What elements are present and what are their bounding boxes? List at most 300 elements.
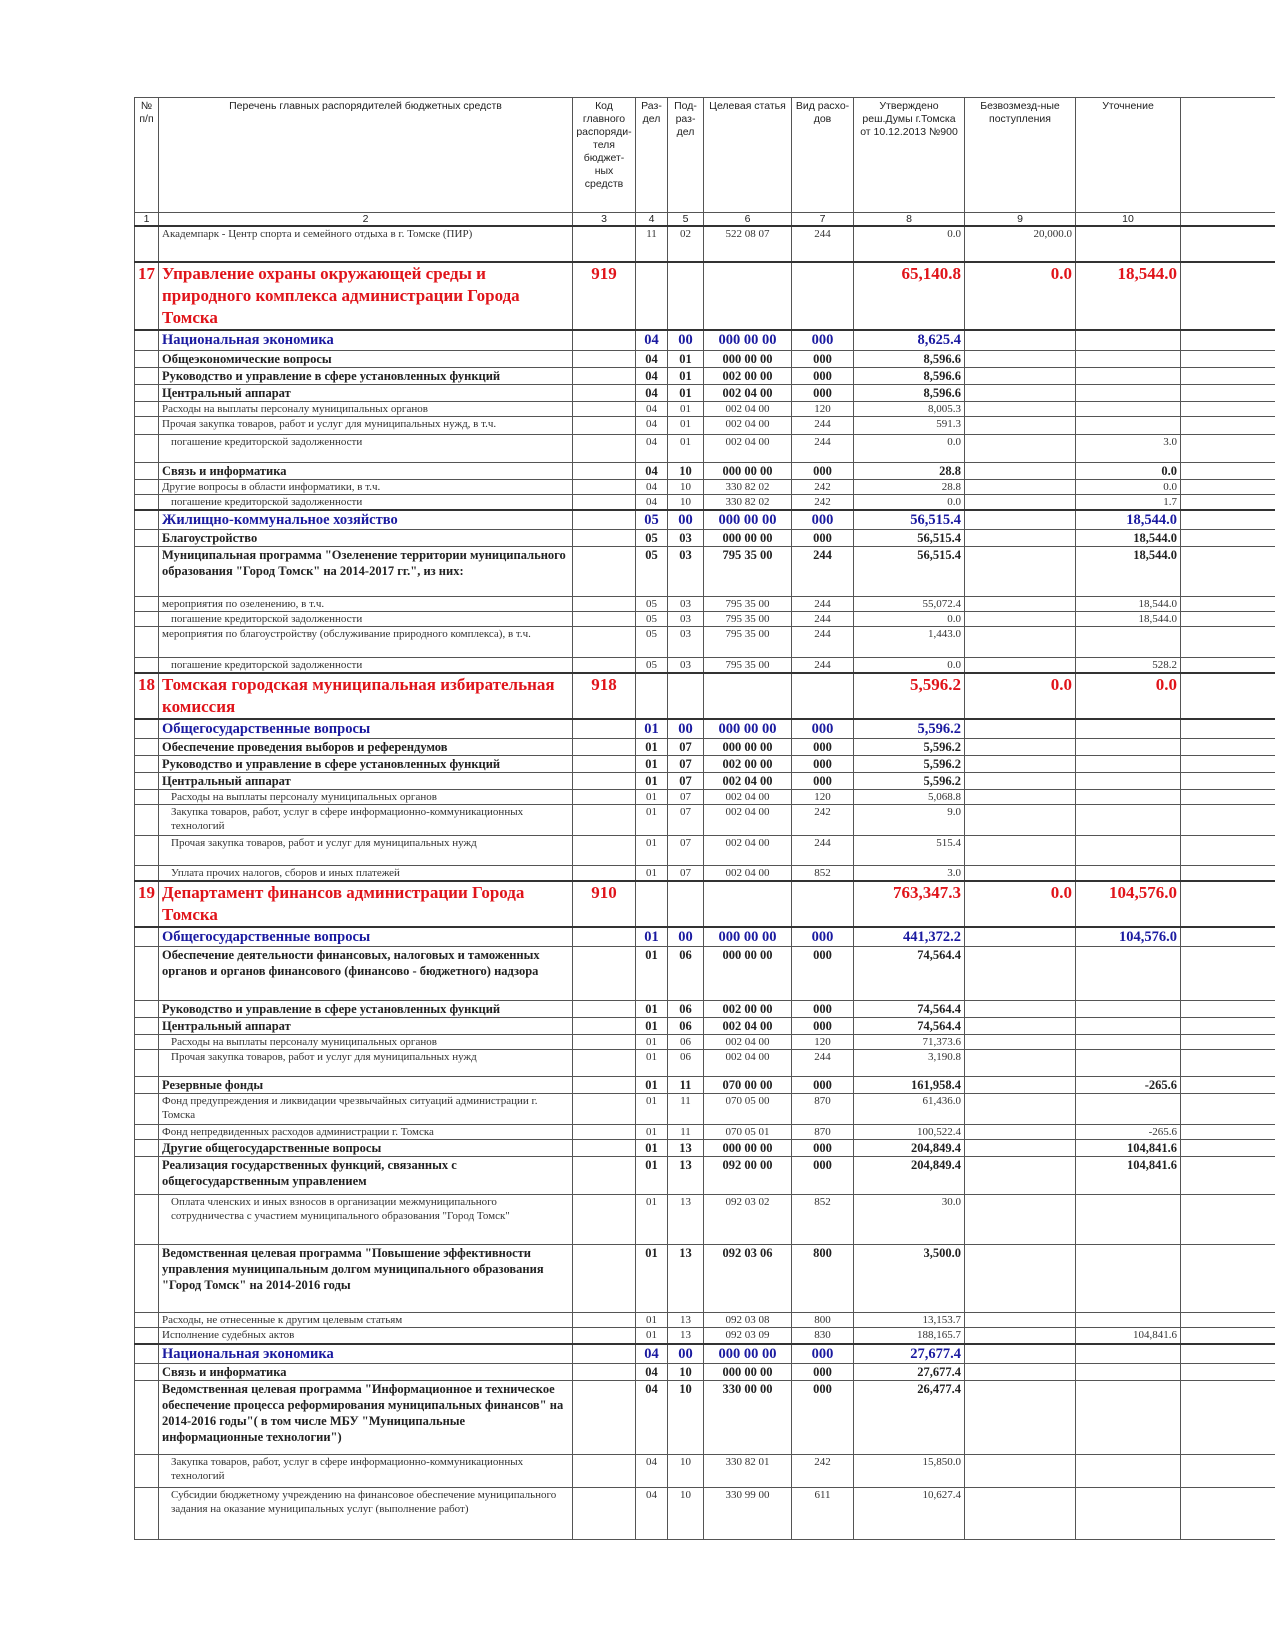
row-number	[135, 866, 159, 882]
distributor-code	[573, 1195, 636, 1245]
distributor-code: 919	[573, 262, 636, 330]
adjustment-amount	[1076, 1035, 1181, 1050]
table-row	[135, 1313, 1275, 1328]
target-article: 522 08 07	[704, 226, 792, 262]
target-article: 795 35 00	[704, 612, 792, 627]
expense-type: 244	[792, 1050, 854, 1077]
grant-amount	[965, 416, 1076, 434]
adjustment-amount	[1076, 1245, 1181, 1313]
section-code: 01	[636, 1140, 668, 1157]
expense-type: 242	[792, 494, 854, 510]
subsection-code: 11	[668, 1094, 704, 1125]
row-name: Расходы, не отнесенные к другим целевым статьям	[159, 1313, 573, 1328]
empty-cell	[1181, 1328, 1275, 1344]
adjustment-amount: -265.6	[1076, 1125, 1181, 1140]
row-name: Закупка товаров, работ, услуг в сфере информационно-коммуникационных технологий	[159, 805, 573, 836]
subsection-code: 01	[668, 350, 704, 367]
row-number	[135, 658, 159, 674]
empty-cell	[1181, 947, 1275, 1001]
row-number	[135, 462, 159, 479]
section-code: 04	[636, 479, 668, 494]
distributor-code	[573, 805, 636, 836]
expense-type: 000	[792, 756, 854, 773]
adjustment-amount	[1076, 1380, 1181, 1454]
header-cell-empty	[1181, 98, 1275, 213]
table-row	[135, 1157, 1275, 1195]
grant-amount	[965, 401, 1076, 416]
table-row	[135, 384, 1275, 401]
approved-amount: 55,072.4	[854, 597, 965, 612]
empty-cell	[1181, 927, 1275, 947]
row-number	[135, 1313, 159, 1328]
approved-amount: 0.0	[854, 226, 965, 262]
target-article	[704, 881, 792, 927]
expense-type: 000	[792, 1344, 854, 1364]
row-number	[135, 367, 159, 384]
approved-amount: 74,564.4	[854, 1018, 965, 1035]
grant-amount	[965, 330, 1076, 350]
grant-amount	[965, 773, 1076, 790]
row-name: Фонд предупреждения и ликвидации чрезвычайных ситуаций администрации г. Томска	[159, 1094, 573, 1125]
subsection-code: 10	[668, 462, 704, 479]
target-article: 000 00 00	[704, 739, 792, 756]
target-article: 330 82 01	[704, 1454, 792, 1487]
row-number	[135, 330, 159, 350]
empty-cell	[1181, 673, 1275, 719]
grant-amount	[965, 1313, 1076, 1328]
distributor-code	[573, 1344, 636, 1364]
empty-cell	[1181, 1380, 1275, 1454]
grant-amount	[965, 1077, 1076, 1094]
target-article: 795 35 00	[704, 658, 792, 674]
grant-amount	[965, 1487, 1076, 1539]
empty-cell	[1181, 597, 1275, 612]
table-row	[135, 434, 1275, 462]
table-row	[135, 836, 1275, 866]
target-article: 092 03 08	[704, 1313, 792, 1328]
distributor-code	[573, 627, 636, 658]
target-article: 330 00 00	[704, 1380, 792, 1454]
empty-cell	[1181, 719, 1275, 739]
row-number: 19	[135, 881, 159, 927]
target-article: 092 03 06	[704, 1245, 792, 1313]
section-code: 01	[636, 1245, 668, 1313]
approved-amount: 8,596.6	[854, 384, 965, 401]
grant-amount	[965, 627, 1076, 658]
section-code: 01	[636, 1328, 668, 1344]
expense-type: 244	[792, 836, 854, 866]
row-name: Руководство и управление в сфере установленных функций	[159, 367, 573, 384]
row-number	[135, 350, 159, 367]
approved-amount: 5,596.2	[854, 739, 965, 756]
table-row	[135, 226, 1275, 262]
table-row	[135, 416, 1275, 434]
empty-cell	[1181, 462, 1275, 479]
table-row	[135, 597, 1275, 612]
expense-type: 120	[792, 401, 854, 416]
subsection-code: 10	[668, 1380, 704, 1454]
row-number	[135, 1245, 159, 1313]
empty-cell	[1181, 547, 1275, 597]
section-code: 01	[636, 866, 668, 882]
header-cell: Код главного распоряди-теля бюджет-ных средств	[573, 98, 636, 213]
subsection-code: 07	[668, 805, 704, 836]
approved-amount: 13,153.7	[854, 1313, 965, 1328]
table-row	[135, 547, 1275, 597]
expense-type: 244	[792, 226, 854, 262]
expense-type: 244	[792, 612, 854, 627]
expense-type: 000	[792, 1001, 854, 1018]
empty-cell	[1181, 1001, 1275, 1018]
adjustment-amount	[1076, 401, 1181, 416]
row-name: Прочая закупка товаров, работ и услуг для муниципальных нужд, в т.ч.	[159, 416, 573, 434]
empty-cell	[1181, 866, 1275, 882]
expense-type: 000	[792, 947, 854, 1001]
approved-amount: 204,849.4	[854, 1157, 965, 1195]
subsection-code: 01	[668, 401, 704, 416]
target-article: 002 04 00	[704, 1035, 792, 1050]
section-code: 04	[636, 1344, 668, 1364]
row-name: Исполнение судебных актов	[159, 1328, 573, 1344]
row-name: Благоустройство	[159, 530, 573, 547]
distributor-code	[573, 947, 636, 1001]
subsection-code: 00	[668, 330, 704, 350]
section-code: 01	[636, 1094, 668, 1125]
grant-amount	[965, 494, 1076, 510]
subsection-code: 03	[668, 547, 704, 597]
grant-amount	[965, 836, 1076, 866]
table-row	[135, 1001, 1275, 1018]
approved-amount: 5,596.2	[854, 719, 965, 739]
subsection-code: 06	[668, 1050, 704, 1077]
row-number	[135, 947, 159, 1001]
distributor-code	[573, 1454, 636, 1487]
empty-cell	[1181, 494, 1275, 510]
table-row	[135, 462, 1275, 479]
column-number: 1	[135, 213, 159, 227]
approved-amount: 9.0	[854, 805, 965, 836]
grant-amount	[965, 1125, 1076, 1140]
approved-amount: 56,515.4	[854, 510, 965, 530]
distributor-code	[573, 530, 636, 547]
distributor-code	[573, 330, 636, 350]
target-article: 000 00 00	[704, 1344, 792, 1364]
grant-amount	[965, 1380, 1076, 1454]
row-name: Руководство и управление в сфере установленных функций	[159, 756, 573, 773]
row-name: Национальная экономика	[159, 1344, 573, 1364]
table-row	[135, 1454, 1275, 1487]
distributor-code	[573, 1094, 636, 1125]
target-article: 002 04 00	[704, 1018, 792, 1035]
row-name: Национальная экономика	[159, 330, 573, 350]
row-name: Обеспечение деятельности финансовых, налоговых и таможенных органов и органов финансового (финансово - бюджетного) надзора	[159, 947, 573, 1001]
adjustment-amount: 3.0	[1076, 434, 1181, 462]
distributor-code	[573, 836, 636, 866]
row-name: Департамент финансов администрации Города Томска	[159, 881, 573, 927]
row-name: Центральный аппарат	[159, 773, 573, 790]
adjustment-amount	[1076, 226, 1181, 262]
row-name: мероприятия по благоустройству (обслуживание природного комплекса), в т.ч.	[159, 627, 573, 658]
empty-cell	[1181, 434, 1275, 462]
adjustment-amount	[1076, 719, 1181, 739]
table-row	[135, 1077, 1275, 1094]
expense-type: 870	[792, 1125, 854, 1140]
expense-type: 000	[792, 384, 854, 401]
empty-cell	[1181, 510, 1275, 530]
grant-amount	[965, 367, 1076, 384]
distributor-code	[573, 462, 636, 479]
row-name: Управление охраны окружающей среды и природного комплекса администрации Города Томска	[159, 262, 573, 330]
grant-amount	[965, 530, 1076, 547]
approved-amount: 3.0	[854, 866, 965, 882]
section-code: 01	[636, 1313, 668, 1328]
organization-row	[135, 881, 1275, 927]
row-name: Связь и информатика	[159, 462, 573, 479]
table-row	[135, 401, 1275, 416]
subsection-code: 03	[668, 612, 704, 627]
row-name: Обеспечение проведения выборов и референдумов	[159, 739, 573, 756]
grant-amount	[965, 384, 1076, 401]
target-article: 070 05 01	[704, 1125, 792, 1140]
grant-amount	[965, 547, 1076, 597]
distributor-code	[573, 927, 636, 947]
distributor-code	[573, 434, 636, 462]
subsection-code: 13	[668, 1313, 704, 1328]
target-article: 002 04 00	[704, 416, 792, 434]
grant-amount: 0.0	[965, 673, 1076, 719]
grant-amount: 0.0	[965, 262, 1076, 330]
distributor-code	[573, 547, 636, 597]
adjustment-amount	[1076, 1313, 1181, 1328]
row-number: 18	[135, 673, 159, 719]
adjustment-amount	[1076, 1363, 1181, 1380]
table-row	[135, 1195, 1275, 1245]
empty-cell	[1181, 401, 1275, 416]
subsection-code: 13	[668, 1328, 704, 1344]
adjustment-amount	[1076, 756, 1181, 773]
empty-cell	[1181, 739, 1275, 756]
grant-amount	[965, 597, 1076, 612]
distributor-code	[573, 1001, 636, 1018]
row-number	[135, 416, 159, 434]
section-code: 05	[636, 612, 668, 627]
expense-type: 242	[792, 479, 854, 494]
subsection-code: 11	[668, 1077, 704, 1094]
expense-type: 852	[792, 1195, 854, 1245]
grant-amount: 20,000.0	[965, 226, 1076, 262]
header-cell: Утверждено реш.Думы г.Томска от 10.12.2013 №900	[854, 98, 965, 213]
expense-type: 000	[792, 350, 854, 367]
empty-cell	[1181, 1050, 1275, 1077]
subsection-code: 07	[668, 756, 704, 773]
header-cell: Безвозмезд-ные поступления	[965, 98, 1076, 213]
grant-amount	[965, 1094, 1076, 1125]
approved-amount: 61,436.0	[854, 1094, 965, 1125]
adjustment-amount: 0.0	[1076, 673, 1181, 719]
expense-type: 000	[792, 530, 854, 547]
table-row	[135, 1487, 1275, 1539]
target-article: 002 00 00	[704, 756, 792, 773]
distributor-code	[573, 479, 636, 494]
grant-amount	[965, 350, 1076, 367]
row-number	[135, 479, 159, 494]
approved-amount: 8,005.3	[854, 401, 965, 416]
column-number-row	[135, 213, 1275, 227]
subsection-code: 07	[668, 739, 704, 756]
section-code	[636, 881, 668, 927]
row-number	[135, 1001, 159, 1018]
table-row	[135, 350, 1275, 367]
grant-amount	[965, 927, 1076, 947]
section-code: 05	[636, 530, 668, 547]
target-article: 092 03 02	[704, 1195, 792, 1245]
subsection-code: 10	[668, 479, 704, 494]
adjustment-amount: 104,576.0	[1076, 881, 1181, 927]
grant-amount	[965, 790, 1076, 805]
row-name: Муниципальная программа "Озеленение территории муниципального образования "Город Томск" на 2014-2017 гг.", из них:	[159, 547, 573, 597]
header-cell: № п/п	[135, 98, 159, 213]
distributor-code	[573, 1245, 636, 1313]
distributor-code	[573, 1125, 636, 1140]
approved-amount: 763,347.3	[854, 881, 965, 927]
subsection-code: 00	[668, 719, 704, 739]
empty-cell	[1181, 330, 1275, 350]
distributor-code	[573, 1313, 636, 1328]
empty-cell	[1181, 1313, 1275, 1328]
approved-amount: 27,677.4	[854, 1363, 965, 1380]
empty-cell	[1181, 1363, 1275, 1380]
subsection-code: 03	[668, 597, 704, 612]
empty-cell	[1181, 416, 1275, 434]
target-article: 000 00 00	[704, 927, 792, 947]
grant-amount	[965, 1035, 1076, 1050]
grant-amount	[965, 479, 1076, 494]
table-row	[135, 1018, 1275, 1035]
expense-type: 000	[792, 510, 854, 530]
table-row	[135, 1328, 1275, 1344]
grant-amount	[965, 719, 1076, 739]
distributor-code	[573, 756, 636, 773]
subsection-code: 00	[668, 927, 704, 947]
approved-amount: 188,165.7	[854, 1328, 965, 1344]
table-row	[135, 1125, 1275, 1140]
grant-amount	[965, 1195, 1076, 1245]
empty-cell	[1181, 805, 1275, 836]
approved-amount: 5,596.2	[854, 756, 965, 773]
expense-type: 244	[792, 627, 854, 658]
grant-amount	[965, 434, 1076, 462]
table-row	[135, 866, 1275, 882]
subsection-code: 06	[668, 1001, 704, 1018]
section-code: 01	[636, 773, 668, 790]
header-row	[135, 98, 1275, 213]
empty-cell	[1181, 790, 1275, 805]
row-name: погашение кредиторской задолженности	[159, 658, 573, 674]
row-name: Общегосударственные вопросы	[159, 927, 573, 947]
adjustment-amount: 1.7	[1076, 494, 1181, 510]
row-number	[135, 434, 159, 462]
approved-amount: 204,849.4	[854, 1140, 965, 1157]
distributor-code	[573, 1018, 636, 1035]
subsection-code: 06	[668, 1018, 704, 1035]
row-number	[135, 612, 159, 627]
row-number	[135, 756, 159, 773]
distributor-code: 910	[573, 881, 636, 927]
approved-amount: 0.0	[854, 612, 965, 627]
section-code: 04	[636, 367, 668, 384]
approved-amount: 161,958.4	[854, 1077, 965, 1094]
distributor-code	[573, 658, 636, 674]
adjustment-amount	[1076, 1344, 1181, 1364]
target-article: 002 00 00	[704, 1001, 792, 1018]
subsection-code	[668, 673, 704, 719]
subsection-code: 06	[668, 947, 704, 1001]
approved-amount: 515.4	[854, 836, 965, 866]
column-number: 9	[965, 213, 1076, 227]
distributor-code	[573, 226, 636, 262]
table-row	[135, 367, 1275, 384]
subsection-code: 03	[668, 658, 704, 674]
section-code: 01	[636, 1125, 668, 1140]
adjustment-amount	[1076, 350, 1181, 367]
section-code: 01	[636, 1035, 668, 1050]
empty-cell	[1181, 226, 1275, 262]
subsection-code: 00	[668, 510, 704, 530]
column-number: 7	[792, 213, 854, 227]
expense-type: 244	[792, 434, 854, 462]
row-name: Расходы на выплаты персоналу муниципальных органов	[159, 790, 573, 805]
distributor-code	[573, 719, 636, 739]
section-code: 01	[636, 1195, 668, 1245]
adjustment-amount	[1076, 1094, 1181, 1125]
target-article: 000 00 00	[704, 719, 792, 739]
grant-amount	[965, 658, 1076, 674]
row-name: Ведомственная целевая программа "Информационное и техническое обеспечение процесса реформирования муниципальных финансов" на 2014-2016 годы"( в том числе МБУ "Муниципальные информационные технологии")	[159, 1380, 573, 1454]
grant-amount	[965, 756, 1076, 773]
target-article: 002 04 00	[704, 805, 792, 836]
approved-amount: 0.0	[854, 494, 965, 510]
header-cell: Целевая статья	[704, 98, 792, 213]
adjustment-amount	[1076, 416, 1181, 434]
adjustment-amount: 18,544.0	[1076, 597, 1181, 612]
approved-amount: 28.8	[854, 462, 965, 479]
table-body	[135, 98, 1275, 1540]
section-code: 04	[636, 384, 668, 401]
empty-cell	[1181, 658, 1275, 674]
row-name: Резервные фонды	[159, 1077, 573, 1094]
target-article: 002 04 00	[704, 836, 792, 866]
section-code: 01	[636, 1077, 668, 1094]
approved-amount: 5,596.2	[854, 773, 965, 790]
grant-amount	[965, 1050, 1076, 1077]
row-name: Реализация государственных функций, связанных с общегосударственным управлением	[159, 1157, 573, 1195]
organization-row	[135, 673, 1275, 719]
row-name: Жилищно-коммунальное хозяйство	[159, 510, 573, 530]
target-article: 330 82 02	[704, 494, 792, 510]
approved-amount: 3,190.8	[854, 1050, 965, 1077]
table-row	[135, 494, 1275, 510]
distributor-code: 918	[573, 673, 636, 719]
expense-type: 000	[792, 719, 854, 739]
distributor-code	[573, 416, 636, 434]
adjustment-amount	[1076, 1001, 1181, 1018]
subsection-code: 13	[668, 1245, 704, 1313]
section-code: 01	[636, 1001, 668, 1018]
grant-amount	[965, 462, 1076, 479]
expense-type: 120	[792, 1035, 854, 1050]
approved-amount: 8,596.6	[854, 367, 965, 384]
approved-amount: 28.8	[854, 479, 965, 494]
